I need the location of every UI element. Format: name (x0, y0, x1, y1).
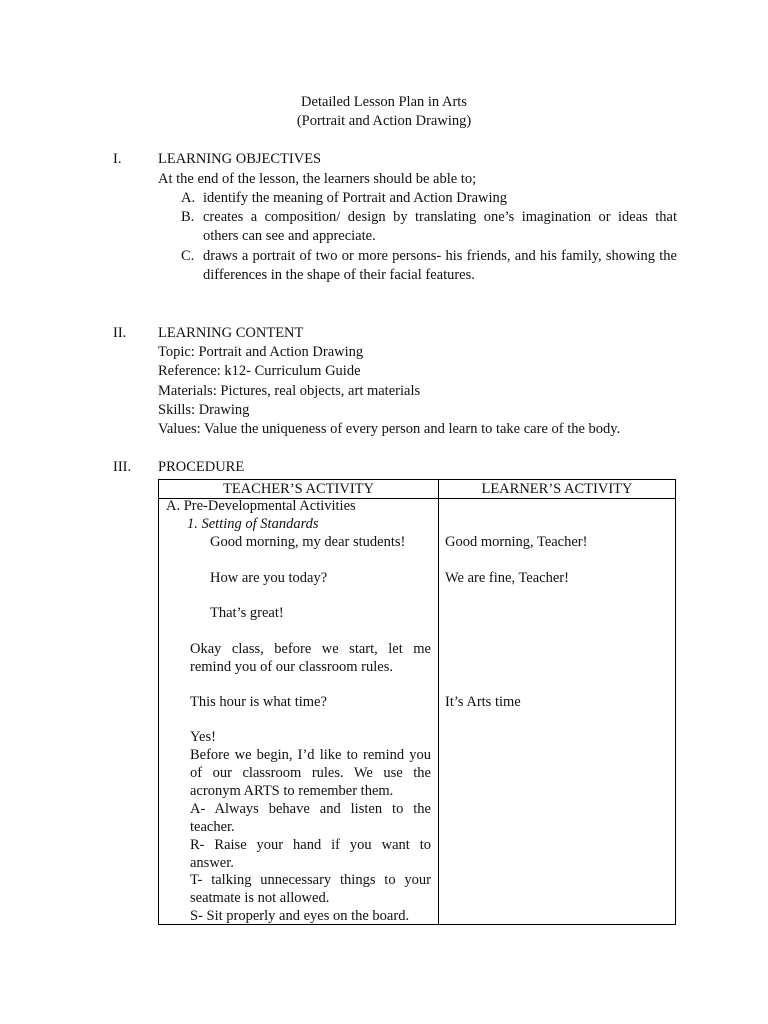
document-title: Detailed Lesson Plan in Arts (301, 94, 467, 110)
content-values: Values: Value the uniqueness of every person and learn to take care of the body. (158, 421, 621, 437)
teacher-what-time: This hour is what time? (190, 694, 327, 710)
section-a-heading: A. Pre-Developmental Activities (166, 498, 356, 514)
content-reference: Reference: k12- Curriculum Guide (158, 363, 361, 379)
rule-r: R- Raise your hand if you want to answer. (190, 837, 431, 871)
teacher-thats-great: That’s great! (210, 605, 284, 621)
objective-marker-a: A. (181, 190, 196, 206)
teacher-activity-header: TEACHER’S ACTIVITY (222, 481, 375, 497)
table-column-divider (438, 480, 439, 924)
objective-item-b: creates a composition/ design by translating one’s imagination or ideas that others can see and appreciate. (203, 209, 677, 244)
content-heading: LEARNING CONTENT (158, 325, 304, 341)
rule-t: T- talking unnecessary things to your seatmate is not allowed. (190, 872, 431, 906)
teacher-yes: Yes! (190, 729, 216, 745)
objective-marker-b: B. (181, 209, 195, 225)
rule-s: S- Sit properly and eyes on the board. (190, 908, 410, 924)
objectives-heading: LEARNING OBJECTIVES (158, 151, 322, 167)
teacher-greeting: Good morning, my dear students! (210, 534, 406, 550)
content-skills: Skills: Drawing (158, 402, 250, 418)
content-materials: Materials: Pictures, real objects, art materials (158, 383, 421, 399)
learner-fine: We are fine, Teacher! (445, 570, 569, 586)
procedure-heading: PROCEDURE (158, 459, 245, 475)
section-numeral-1: I. (113, 151, 122, 167)
document-subtitle: (Portrait and Action Drawing) (296, 113, 472, 129)
teacher-how-are-you: How are you today? (210, 570, 328, 586)
learner-greeting: Good morning, Teacher! (445, 534, 588, 550)
objective-marker-c: C. (181, 248, 195, 264)
content-topic: Topic: Portrait and Action Drawing (158, 344, 364, 360)
learner-activity-header: LEARNER’S ACTIVITY (481, 481, 633, 497)
learner-arts-time: It’s Arts time (445, 694, 521, 710)
teacher-okay-class: Okay class, before we start, let me remind you of our classroom rules. (190, 641, 431, 675)
objectives-intro: At the end of the lesson, the learners should be able to; (158, 171, 477, 187)
teacher-before-begin: Before we begin, I’d like to remind you of our classroom rules. We use the acronym ARTS to remember them. (190, 747, 431, 799)
section-numeral-3: III. (113, 459, 132, 475)
objective-item-a: identify the meaning of Portrait and Action Drawing (203, 190, 508, 206)
section-numeral-2: II. (113, 325, 127, 341)
rule-a: A- Always behave and listen to the teacher. (190, 801, 431, 835)
objective-item-c: draws a portrait of two or more persons- his friends, and his family, showing the differences in the shape of their facial features. (203, 248, 677, 283)
setting-of-standards: 1. Setting of Standards (187, 516, 319, 532)
